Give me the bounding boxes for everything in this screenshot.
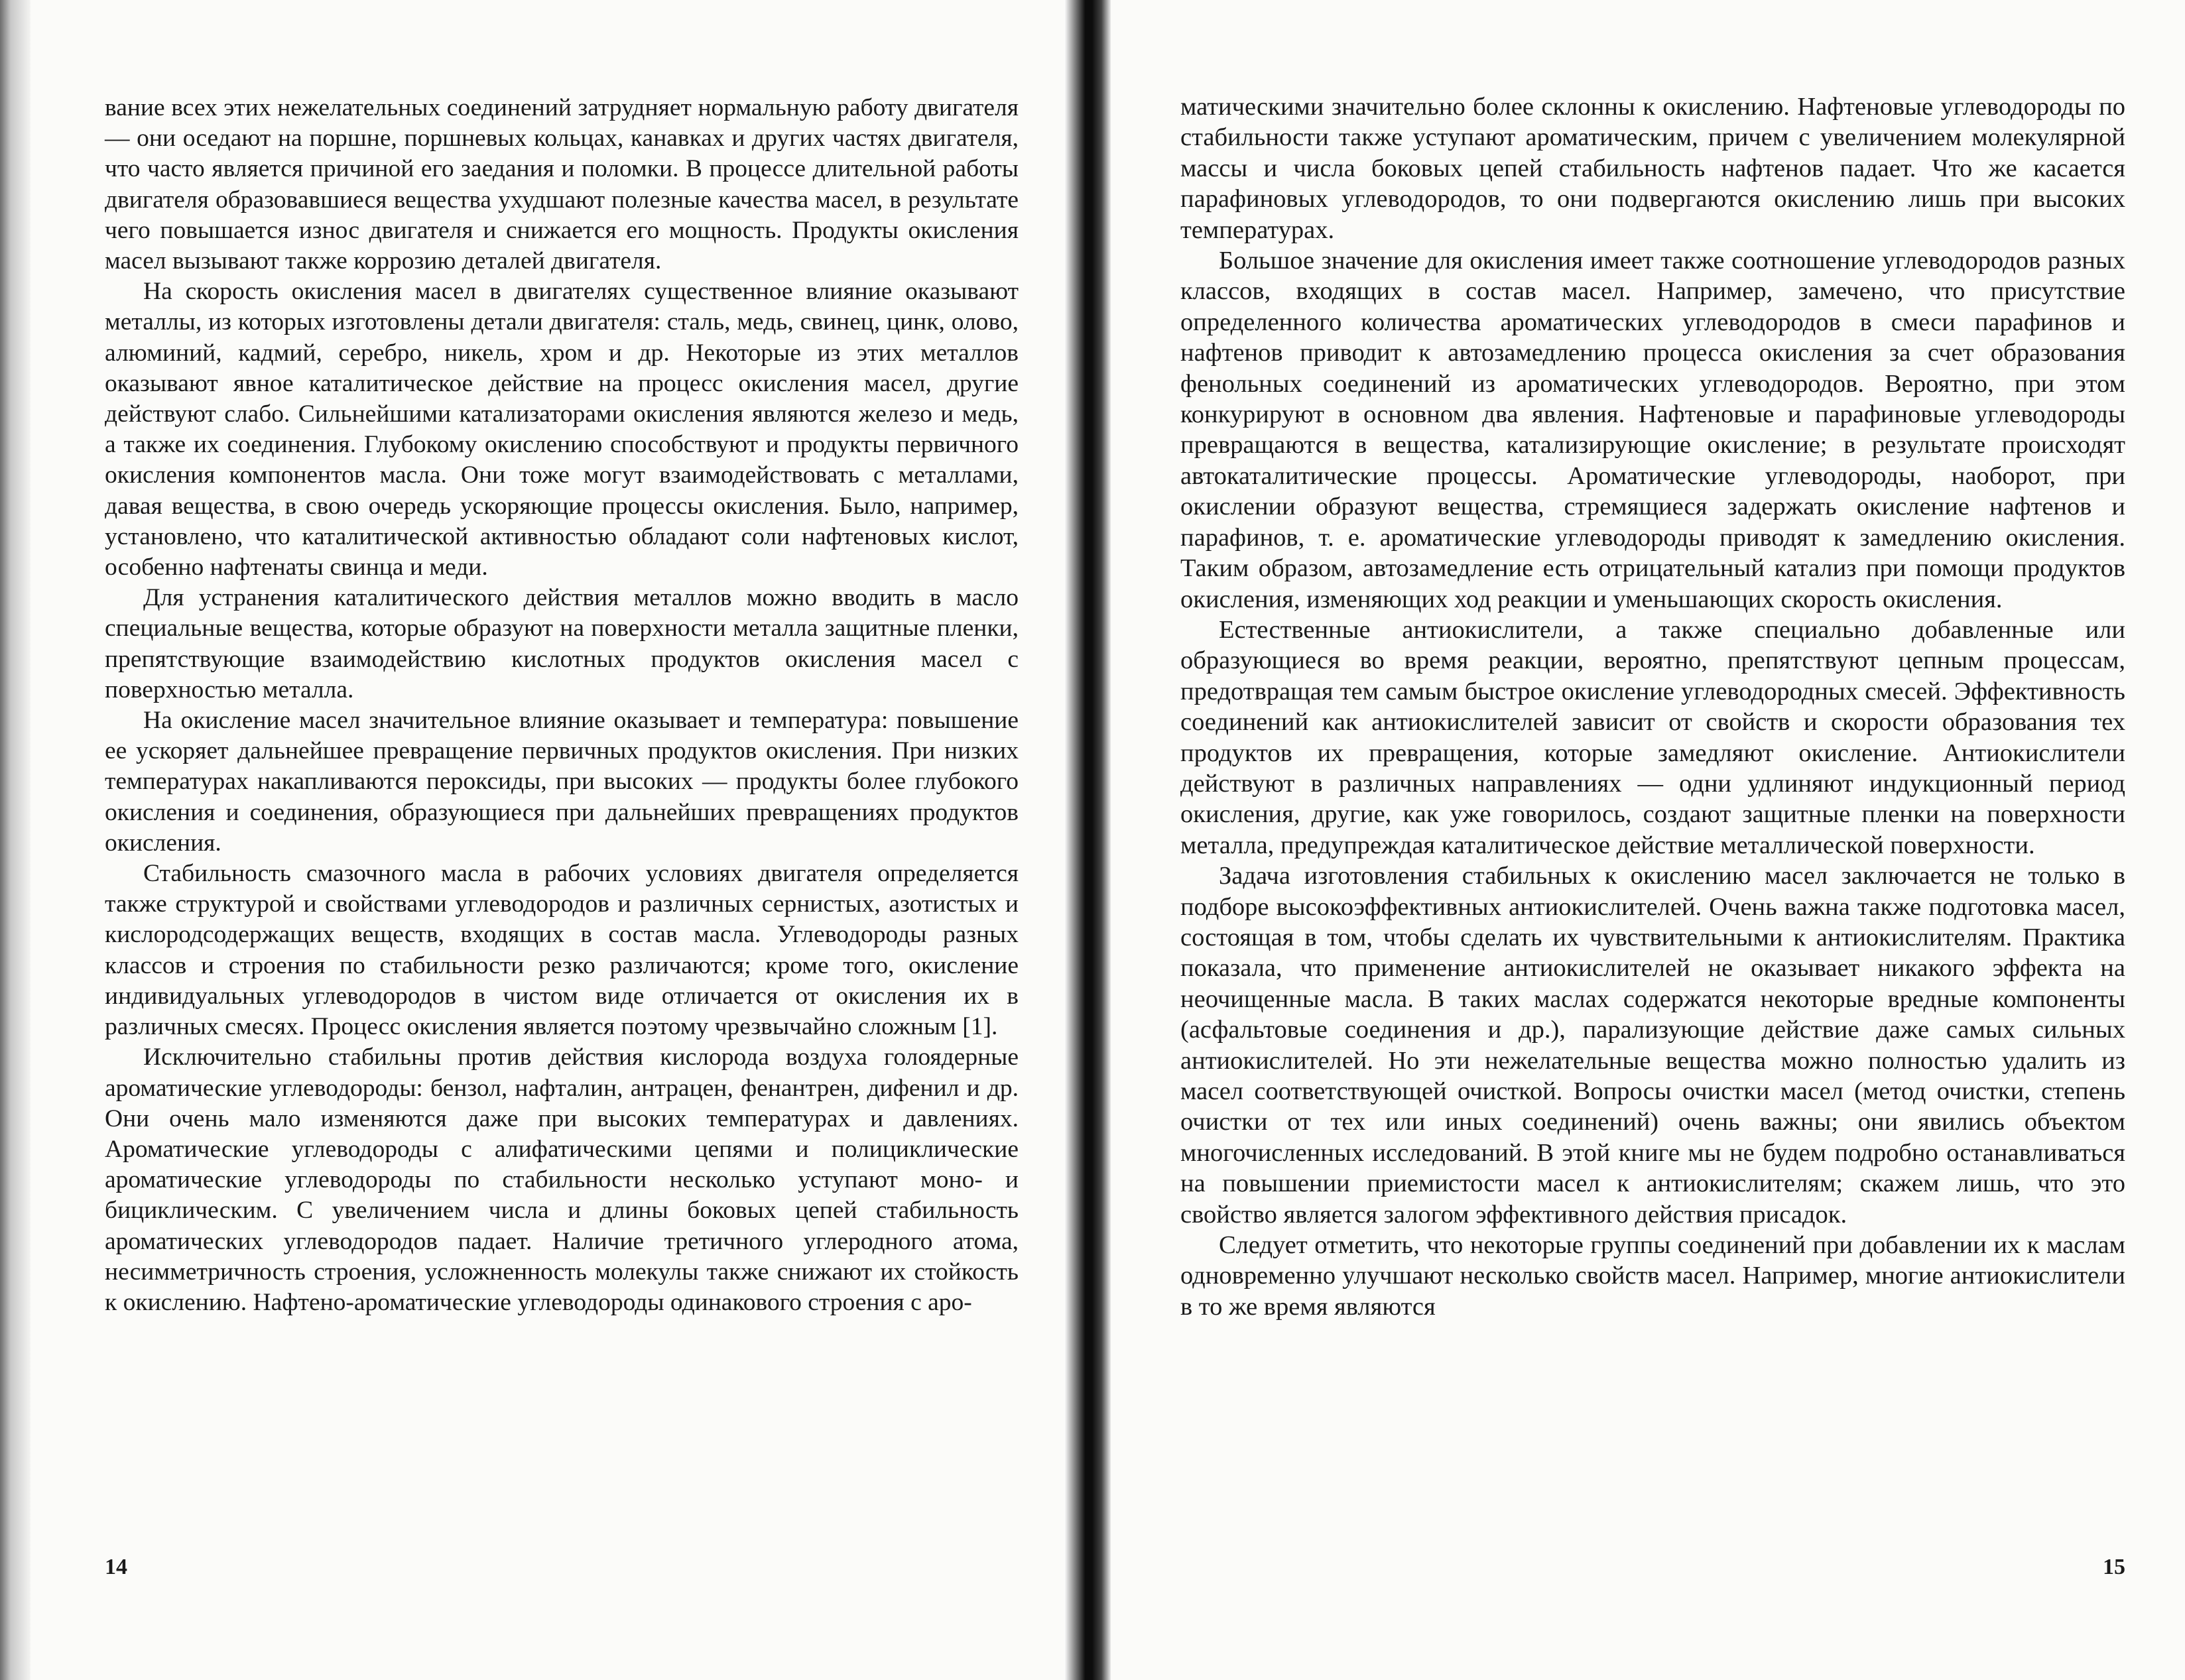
paragraph: Большое значение для окисления имеет также соотношение углеводородов разных классов, входящих в состав масел. Например, замечено, что присутствие определенного количества ароматических углеводородов в смеси парафинов и нафтенов приводит к автозамедлению процесса окисления за счет образования фенольных соединений из ароматических углеводородов. Вероятно, при этом конкурируют в основном два явления. Нафтеновые и парафиновые углеводороды превращаются в вещества, катализирующие окисление; в результате происходят автокаталитические процессы. Ароматические углеводороды, наоборот, при окислении образуют вещества, стремящиеся задержать окисление нафтенов и парафинов, т. е. ароматические углеводороды приводят к замедлению окисления. Таким образом, автозамедление есть отрицательный катализ при помощи продуктов окисления, изменяющих ход реакции и уменьшающих скорость окисления. <box>1180 247 2125 613</box>
left-page-text <box>105 93 1019 1318</box>
paragraph: На окисление масел значительное влияние оказывает и температура: повышение ее ускоряет дальнейшее превращение первичных продуктов окисления. При низких температурах накапливаются пероксиды, при высоких — продукты более глубокого окисления и соединения, образующиеся при дальнейших превращениях продуктов окисления. <box>105 707 1019 857</box>
scan-shadow-left <box>0 0 31 1680</box>
book-gutter <box>1064 0 1111 1680</box>
paragraph: Для устранения каталитического действия металлов можно вводить в масло специальные вещества, которые образуют на поверхности металла защитные пленки, препятствующие взаимодействию кислотных продуктов окисления масел с поверхностью металла. <box>105 584 1019 703</box>
paragraph: Стабильность смазочного масла в рабочих условиях двигателя определяется также структурой и свойствами углеводородов и различных сернистых, азотистых и кислородсодержащих веществ, входящих в состав масла. Углеводороды разных классов и строения по стабильности резко различаются; кроме того, окисление индивидуальных углеводородов в чистом виде отличается от окисления их в различных смесях. Процесс окисления является поэтому чрезвычайно сложным [1]. <box>105 860 1019 1041</box>
paragraph: вание всех этих нежелательных соединений затрудняет нормальную работу двигателя — они оседают на поршне, поршневых кольцах, канавках и других частях двигателя, что часто является причиной его заедания и поломки. В процессе длительной работы двигателя образовавшиеся вещества ухудшают полезные качества масел, в результате чего повышается износ двигателя и снижается его мощность. Продукты окисления масел вызывают также коррозию деталей двигателя. <box>105 94 1019 275</box>
paragraph: Естественные антиокислители, а также специально добавленные или образующиеся во время реакции, вероятно, препятствуют цепным процессам, предотвращая тем самым быстрое окисление углеводородных смесей. Эффективность соединений как антиокислителей зависит от свойств и скорости образования тех продуктов их превращения, которые замедляют окисление. Антиокислители действуют в различных направлениях — одни удлиняют индукционный период окисления, другие, как уже говорилось, создают защитные пленки на поверхности металла, предупреждая каталитическое действие металлической поверхности. <box>1180 615 2125 859</box>
page-number: 15 <box>2103 1555 2125 1579</box>
page-number: 14 <box>105 1555 127 1579</box>
paragraph: Задача изготовления стабильных к окислению масел заключается не только в подборе высокоэффективных антиокислителей. Очень важна также подготовка масел, состоящая в том, чтобы сделать их чувствительными к антиокислителям. Практика показала, что применение антиокислителей не оказывает никакого эффекта на неочищенные масла. В таких маслах содержатся некоторые вредные компоненты (асфальтовые соединения и др.), парализующие действие даже самых сильных антиокислителей. Но эти нежелательные вещества можно полностью удалить из масел соответствующей очисткой. Вопросы очистки масел (метод очистки, степень очистки от тех или иных соединений) очень важны; они явились объектом многочисленных исследований. В этой книге мы не будем подробно останавливаться на повышении приемистости масел к антиокислителям; скажем лишь, что это свойство является залогом эффективного действия присадок. <box>1180 862 2125 1229</box>
paragraph: Следует отметить, что некоторые группы соединений при добавлении их к маслам одновременно улучшают несколько свойств масел. Например, многие антиокислители в то же время являются <box>1180 1231 2125 1321</box>
paragraph: матическими значительно более склонны к окислению. Нафтеновые углеводороды по стабильности также уступают ароматическим, причем с увеличением молекулярной массы и числа боковых цепей стабильность нафтенов падает. Что же касается парафиновых углеводородов, то они подвергаются окислению лишь при высоких температурах. <box>1180 93 2125 244</box>
paragraph: На скорость окисления масел в двигателях существенное влияние оказывают металлы, из которых изготовлены детали двигателя: сталь, медь, свинец, цинк, олово, алюминий, кадмий, серебро, никель, хром и др. Некоторые из этих металлов оказывают явное каталитическое действие на процесс окисления масел, другие действуют слабо. Сильнейшими катализаторами окисления являются железо и медь, а также их соединения. Глубокому окислению способствуют и продукты первичного окисления компонентов масла. Они тоже могут взаимодействовать с металлами, давая вещества, в свою очередь ускоряющие процессы окисления. Было, например, установлено, что каталитической активностью обладают соли нафтеновых кислот, особенно нафтенаты свинца и меди. <box>105 278 1019 581</box>
right-page-text <box>1180 91 2125 1322</box>
paragraph: Исключительно стабильны против действия кислорода воздуха голоядерные ароматические углеводороды: бензол, нафталин, антрацен, фенантрен, дифенил и др. Они очень мало изменяются даже при высоких температурах и давлениях. Ароматические углеводороды с алифатическими цепями и полициклические ароматические углеводороды по стабильности несколько уступают моно- и бициклическим. С увеличением числа и длины боковых цепей стабильность ароматических углеводородов падает. Наличие третичного углеродного атома, несимметричность строения, усложненность молекулы также снижают их стойкость к окислению. Нафтено-ароматические углеводороды одинакового строения с аро- <box>105 1044 1019 1316</box>
